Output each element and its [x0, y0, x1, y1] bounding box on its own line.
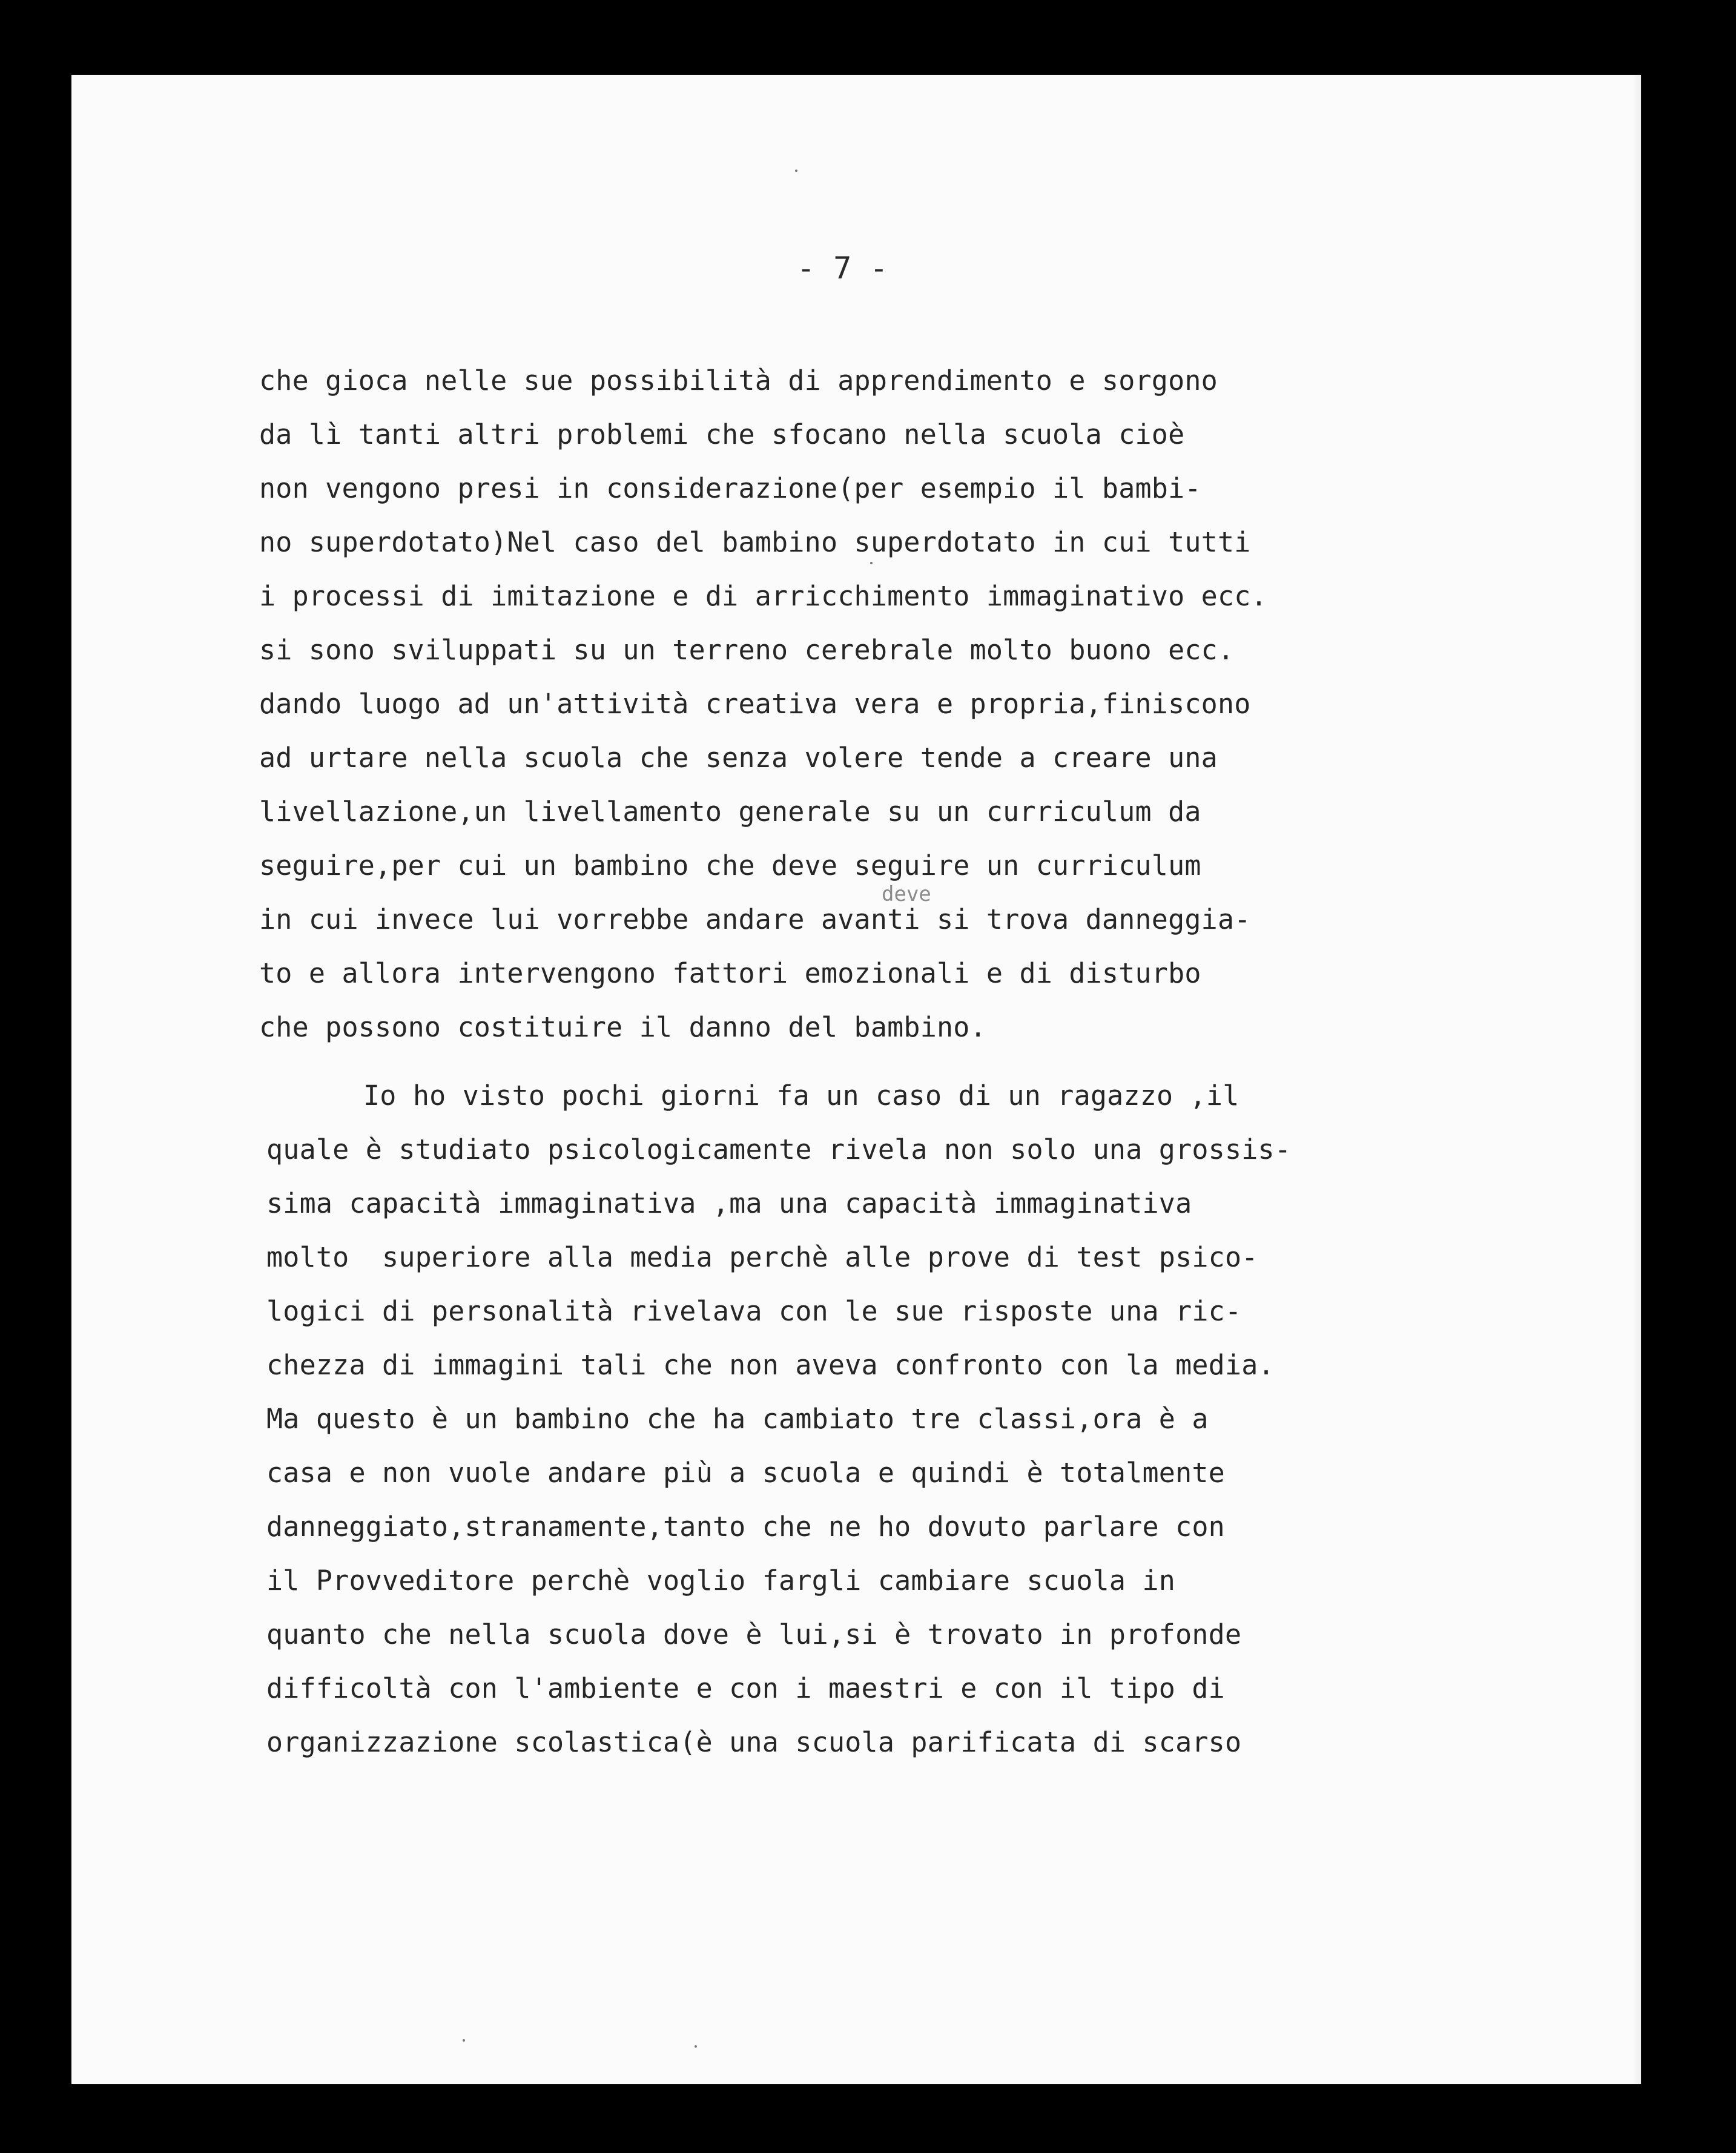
text-line: Ma questo è un bambino che ha cambiato tre classi,ora è a	[266, 1403, 1209, 1435]
paper-speck	[870, 562, 873, 564]
text-line: sima capacità immaginativa ,ma una capacità immaginativa	[266, 1187, 1192, 1219]
text-line: che possono costituire il danno del bambino.	[259, 1011, 986, 1043]
typewritten-text	[259, 354, 1591, 1769]
text-line: to e allora intervengono fattori emozionali e di disturbo	[259, 957, 1201, 989]
document-page	[71, 75, 1641, 2084]
text-line: ad urtare nella scuola che senza volere tende a creare una	[259, 742, 1218, 774]
text-line: quale è studiato psicologicamente rivela non solo una grossis-	[266, 1133, 1292, 1166]
text-line-content: Io ho visto pochi giorni fa un caso di un ragazzo ,il	[363, 1080, 1239, 1112]
text-line: difficoltà con l'ambiente e con i maestri e con il tipo di	[266, 1672, 1225, 1704]
text-line: casa e non vuole andare più a scuola e quindi è totalmente	[266, 1457, 1225, 1489]
text-line: si sono sviluppati su un terreno cerebrale molto buono ecc.	[259, 634, 1235, 666]
text-line-indented	[266, 1069, 1591, 1123]
paper-speck	[795, 170, 797, 172]
text-line: chezza di immagini tali che non aveva confronto con la media.	[266, 1349, 1275, 1381]
text-line: da lì tanti altri problemi che sfocano nella scuola cioè	[259, 418, 1185, 450]
paragraph-2	[259, 1069, 1591, 1769]
text-line: che gioca nelle sue possibilità di apprendimento e sorgono	[259, 364, 1218, 397]
text-line: livellazione,un livellamento generale su un curriculum da	[259, 796, 1201, 828]
text-line: i processi di imitazione e di arricchimento immaginativo ecc.	[259, 580, 1267, 612]
text-line: il Provveditore perchè voglio fargli cambiare scuola in	[266, 1564, 1176, 1597]
text-line: molto superiore alla media perchè alle prove di test psico-	[266, 1241, 1258, 1273]
text-line: non vengono presi in considerazione(per esempio il bambi-	[259, 472, 1201, 504]
text-line: seguire,per cui un bambino che deve seguire un curriculum	[259, 849, 1201, 882]
text-line: dando luogo ad un'attività creativa vera e propria,finiscono	[259, 688, 1251, 720]
text-line: logici di personalità rivelava con le sue risposte una ric-	[266, 1295, 1242, 1327]
text-line: quanto che nella scuola dove è lui,si è trovato in profonde	[266, 1618, 1242, 1650]
page-edge-shade	[1632, 75, 1641, 2084]
page-number: - 7 -	[797, 251, 888, 286]
paper-speck	[463, 2039, 465, 2042]
text-line: danneggiato,stranamente,tanto che ne ho dovuto parlare con	[266, 1511, 1225, 1543]
text-line: no superdotato)Nel caso del bambino superdotato in cui tutti	[259, 526, 1251, 558]
text-line: in cui invece lui vorrebbe andare avanti si trova danneggia-	[259, 903, 1251, 935]
overtype-correction: deve	[882, 882, 931, 906]
paragraph-gap	[259, 1054, 1591, 1069]
paragraph-1	[259, 354, 1591, 1054]
text-line: organizzazione scolastica(è una scuola parificata di scarso	[266, 1726, 1242, 1758]
paper-speck	[695, 2045, 697, 2048]
